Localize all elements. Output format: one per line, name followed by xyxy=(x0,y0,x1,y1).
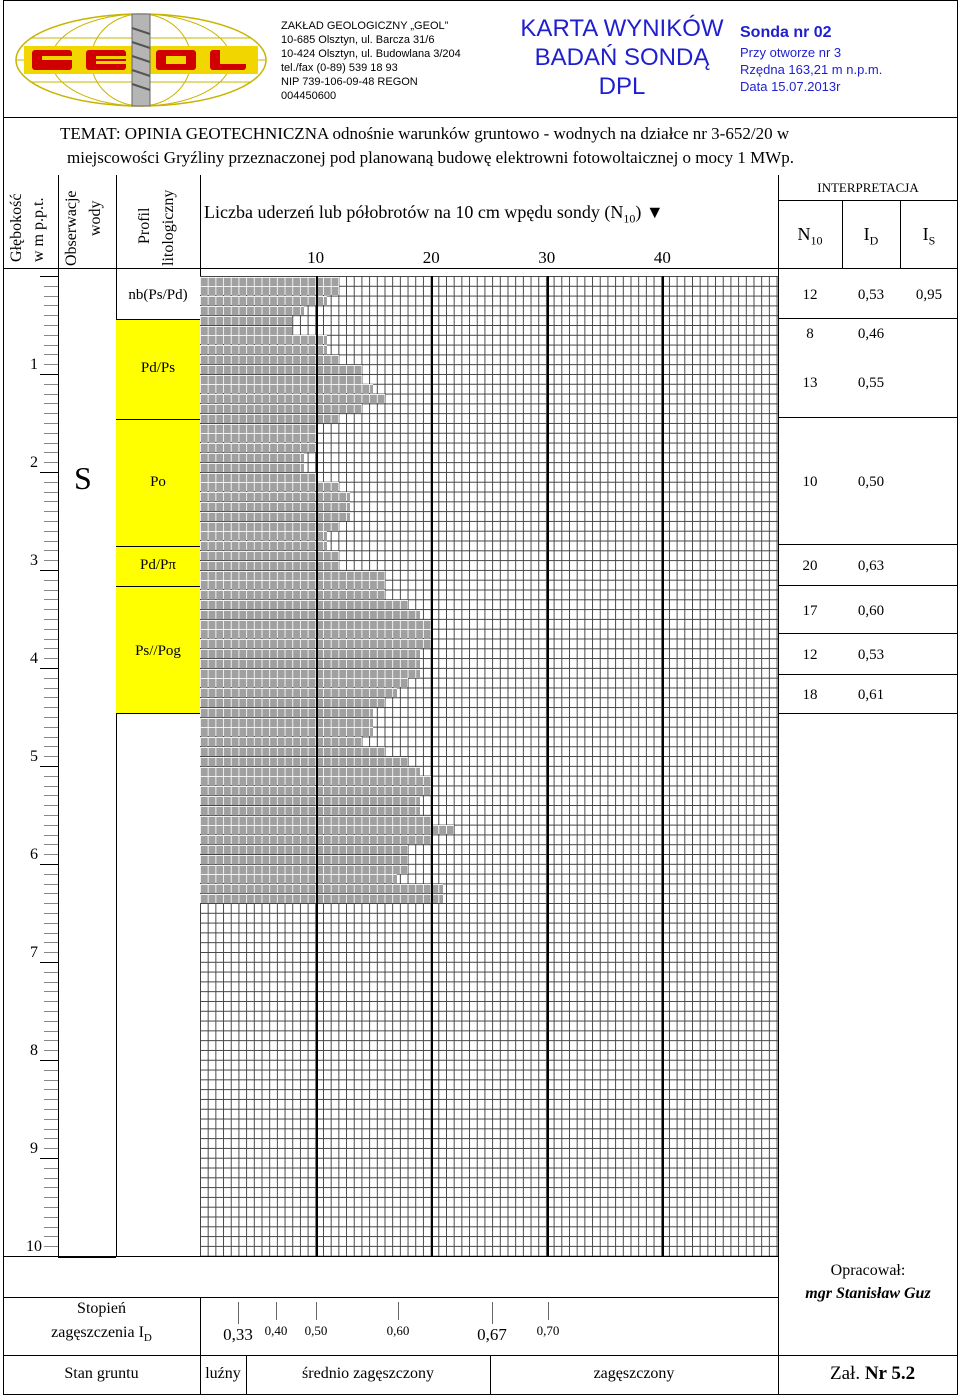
water-observation-symbol: S xyxy=(74,460,92,496)
company-address-1: 10-685 Olsztyn, ul. Barcza 31/6 xyxy=(281,34,435,46)
penetration-bar xyxy=(200,747,385,756)
penetration-bar xyxy=(200,806,420,815)
penetration-bar xyxy=(200,345,327,354)
penetration-bar xyxy=(200,865,408,874)
depth-tick xyxy=(40,864,58,865)
penetration-bar xyxy=(200,502,350,511)
down-triangle-icon: ▼ xyxy=(645,202,664,222)
penetration-bar xyxy=(200,512,350,521)
depth-tick-label: 6 xyxy=(30,846,38,863)
compaction-label-text: zagęszczenia I xyxy=(51,1324,144,1341)
interp-id-value: 0,53 xyxy=(857,647,885,663)
penetration-bar xyxy=(200,825,454,834)
penetration-bar xyxy=(200,286,339,295)
depth-tick xyxy=(44,335,58,336)
is-header xyxy=(900,224,958,249)
interp-id-value: 0,46 xyxy=(857,326,885,342)
compaction-label-line-2 xyxy=(3,1324,200,1344)
penetration-bar xyxy=(200,874,397,883)
depth-tick xyxy=(40,472,58,473)
depth-tick xyxy=(44,982,58,983)
sonda-elevation: Rzędna 163,21 m n.p.m. xyxy=(740,62,883,77)
profile-header-line-2: litologiczny xyxy=(160,189,177,266)
author-label: Opracował: xyxy=(830,1262,906,1279)
company-phone: tel./fax (0-89) 539 18 93 xyxy=(281,62,398,74)
interpretation-header: INTERPRETACJA xyxy=(817,180,919,195)
depth-tick xyxy=(44,991,58,992)
is-header-text: I xyxy=(922,224,929,244)
depth-tick xyxy=(44,1070,58,1071)
depth-tick xyxy=(44,835,58,836)
n10-header-text: N xyxy=(797,224,811,244)
depth-tick xyxy=(40,570,58,571)
compaction-value: 0,33 xyxy=(223,1325,253,1344)
penetration-bar xyxy=(200,375,362,384)
company-regon: 004450600 xyxy=(281,90,337,102)
depth-tick xyxy=(44,805,58,806)
depth-tick xyxy=(44,492,58,493)
company-logo xyxy=(10,8,272,112)
depth-header-line-1: Głębokość xyxy=(8,193,25,262)
interp-n10-value: 13 xyxy=(802,375,818,391)
penetration-bar xyxy=(200,492,350,501)
interp-n10-value: 8 xyxy=(806,326,814,342)
penetration-bar xyxy=(200,718,373,727)
header-bottom-line xyxy=(3,117,958,118)
depth-tick xyxy=(44,580,58,581)
depth-tick xyxy=(44,1207,58,1208)
chart-bottom-line xyxy=(3,1256,778,1257)
depth-header-line-2: w m p.p.t. xyxy=(30,197,47,262)
compaction-label-line-1: Stopień xyxy=(77,1300,126,1317)
sonda-number: Sonda nr 02 xyxy=(740,24,832,41)
author-name: mgr Stanisław Guz xyxy=(805,1285,931,1302)
state-loose: luźny xyxy=(205,1365,241,1382)
depth-tick-label: 3 xyxy=(30,552,38,569)
depth-tick xyxy=(44,609,58,610)
penetration-bar xyxy=(200,737,362,746)
layer-label-pd-ppi: Pd/Pπ xyxy=(140,557,176,573)
company-address-2: 10-424 Olsztyn, ul. Budowlana 3/204 xyxy=(281,48,461,60)
interp-id-value: 0,60 xyxy=(857,603,885,619)
depth-tick xyxy=(40,668,58,669)
interp-id-value: 0,55 xyxy=(857,375,885,391)
id-header-subscript: D xyxy=(869,233,879,248)
interp-row-line xyxy=(778,713,958,714)
penetration-bar xyxy=(200,796,420,805)
depth-tick xyxy=(44,717,58,718)
sonda-date: Data 15.07.2013r xyxy=(740,79,841,94)
depth-tick xyxy=(44,727,58,728)
id-header xyxy=(842,224,900,249)
penetration-bar xyxy=(200,590,385,599)
attachment-number xyxy=(830,1363,915,1385)
interp-row-line xyxy=(778,633,958,634)
depth-tick xyxy=(44,1168,58,1169)
penetration-bar xyxy=(200,688,397,697)
interp-n10-value: 10 xyxy=(802,474,818,490)
depth-tick xyxy=(44,296,58,297)
depth-tick xyxy=(44,972,58,973)
major-grid-line xyxy=(662,276,664,1256)
depth-tick-label: 8 xyxy=(30,1042,38,1059)
depth-tick xyxy=(40,374,58,375)
penetration-bar xyxy=(200,531,327,540)
attachment-prefix: Zał. xyxy=(830,1363,865,1384)
depth-tick xyxy=(44,825,58,826)
penetration-bar xyxy=(200,473,316,482)
profile-header-line-1: Profil xyxy=(136,207,153,244)
penetration-bar xyxy=(200,316,292,325)
interp-row-line xyxy=(778,585,958,586)
penetration-bar xyxy=(200,404,362,413)
penetration-bar xyxy=(200,894,443,903)
depth-tick xyxy=(44,1021,58,1022)
depth-tick xyxy=(44,1001,58,1002)
column-header-bottom-line xyxy=(3,268,958,269)
company-nip: NIP 739-106-09-48 REGON xyxy=(281,76,418,88)
depth-tick xyxy=(44,1129,58,1130)
interp-row-line xyxy=(778,417,958,418)
penetration-bar xyxy=(200,365,362,374)
depth-tick xyxy=(44,1187,58,1188)
depth-tick xyxy=(44,501,58,502)
interp-is-value: 0,95 xyxy=(915,287,943,303)
interp-row-line xyxy=(778,674,958,675)
penetration-bar xyxy=(200,355,339,364)
penetration-bar xyxy=(200,433,316,442)
penetration-bar xyxy=(200,453,304,462)
footer-attachment-divider xyxy=(778,1355,779,1395)
depth-tick xyxy=(44,893,58,894)
sonda-location: Przy otworze nr 3 xyxy=(740,45,842,60)
penetration-bar xyxy=(200,335,327,344)
penetration-bar xyxy=(200,884,443,893)
penetration-bar xyxy=(200,541,327,550)
depth-tick-label: 7 xyxy=(30,944,38,961)
n10-header xyxy=(778,224,842,249)
interp-row-line xyxy=(778,318,958,319)
depth-tick xyxy=(44,933,58,934)
title-line-3: DPL xyxy=(598,73,646,100)
interpretation-header-line xyxy=(778,200,958,201)
water-header-line-1: Obserwacje xyxy=(63,190,80,266)
penetration-bar xyxy=(200,424,316,433)
depth-tick xyxy=(44,1119,58,1120)
company-name: ZAKŁAD GEOLOGICZNY „GEOL” xyxy=(281,20,449,32)
penetration-bar xyxy=(200,767,420,776)
depth-tick xyxy=(44,541,58,542)
depth-tick xyxy=(44,1031,58,1032)
interp-n10-value: 20 xyxy=(802,558,818,574)
compaction-value: 0,70 xyxy=(536,1323,560,1338)
layer-label-ps-pog: Ps//Pog xyxy=(135,643,181,659)
penetration-bar xyxy=(200,698,385,707)
depth-tick-label: 1 xyxy=(30,356,38,373)
penetration-bar xyxy=(200,561,339,570)
compaction-tick xyxy=(276,1302,277,1320)
depth-tick xyxy=(44,737,58,738)
penetration-bar xyxy=(200,610,420,619)
depth-tick xyxy=(44,629,58,630)
depth-tick xyxy=(40,766,58,767)
penetration-bar xyxy=(200,306,304,315)
depth-tick xyxy=(44,345,58,346)
depth-tick xyxy=(44,707,58,708)
depth-tick xyxy=(44,384,58,385)
compaction-tick xyxy=(398,1302,399,1320)
depth-axis-bottom-line xyxy=(58,1256,116,1258)
penetration-bar xyxy=(200,757,408,766)
chart-title-subscript: 10 xyxy=(623,211,636,226)
depth-tick xyxy=(40,1060,58,1061)
penetration-bar xyxy=(200,855,408,864)
depth-tick-label: 5 xyxy=(30,748,38,765)
depth-tick xyxy=(44,482,58,483)
depth-tick xyxy=(44,590,58,591)
depth-tick xyxy=(44,795,58,796)
depth-tick xyxy=(44,1089,58,1090)
depth-tick-label: 10 xyxy=(26,1238,42,1255)
compaction-value: 0,67 xyxy=(477,1325,507,1344)
depth-tick xyxy=(40,276,58,277)
interp-id-value: 0,50 xyxy=(857,474,885,490)
penetration-bar xyxy=(200,845,408,854)
depth-tick xyxy=(40,962,58,963)
interp-n10-value: 12 xyxy=(802,647,818,663)
depth-tick xyxy=(44,394,58,395)
depth-tick xyxy=(44,776,58,777)
depth-tick xyxy=(44,903,58,904)
x-tick-label: 30 xyxy=(538,248,556,267)
depth-tick xyxy=(44,443,58,444)
penetration-bar xyxy=(200,649,420,658)
compaction-tick xyxy=(238,1302,239,1324)
penetration-bar xyxy=(200,678,408,687)
is-header-subscript: S xyxy=(928,233,936,248)
compaction-value: 0,40 xyxy=(264,1323,288,1338)
interp-id-value: 0,53 xyxy=(857,287,885,303)
state-dense: zagęszczony xyxy=(593,1365,675,1382)
depth-tick xyxy=(44,678,58,679)
penetration-bar xyxy=(200,571,385,580)
layer-label-nb: nb(Ps/Pd) xyxy=(128,287,188,303)
depth-tick xyxy=(44,884,58,885)
footer-mid-line xyxy=(3,1297,778,1298)
penetration-bar xyxy=(200,522,339,531)
penetration-bar xyxy=(200,463,304,472)
x-tick-label: 20 xyxy=(422,248,440,267)
chart-title xyxy=(204,202,664,227)
compaction-value: 0,60 xyxy=(386,1323,410,1338)
depth-tick xyxy=(44,521,58,522)
penetration-bar xyxy=(200,443,316,452)
penetration-bar xyxy=(200,296,327,305)
penetration-bar xyxy=(200,414,339,423)
penetration-bar xyxy=(200,659,420,668)
title-line-2: BADAŃ SONDĄ xyxy=(534,44,710,71)
depth-tick xyxy=(44,403,58,404)
id-header-text: I xyxy=(863,224,870,244)
major-grid-line xyxy=(316,276,318,1256)
x-tick-label: 10 xyxy=(307,248,325,267)
depth-tick xyxy=(44,1080,58,1081)
depth-tick xyxy=(44,531,58,532)
interp-n10-value: 17 xyxy=(802,603,818,619)
penetration-bar xyxy=(200,727,373,736)
interp-row-line xyxy=(778,544,958,545)
depth-tick xyxy=(44,1011,58,1012)
depth-tick xyxy=(44,688,58,689)
penetration-bar xyxy=(200,394,385,403)
depth-tick xyxy=(44,599,58,600)
major-grid-line xyxy=(547,276,549,1256)
depth-tick xyxy=(44,1109,58,1110)
penetration-bar xyxy=(200,551,339,560)
depth-tick xyxy=(44,1217,58,1218)
attachment-value: Nr 5.2 xyxy=(864,1363,916,1384)
penetration-bar xyxy=(200,669,420,678)
n10-header-subscript: 10 xyxy=(810,233,823,248)
depth-tick xyxy=(44,511,58,512)
state-label: Stan gruntu xyxy=(64,1365,139,1382)
chart-title-close: ) xyxy=(635,202,642,222)
compaction-value: 0,50 xyxy=(304,1323,328,1338)
depth-tick xyxy=(44,786,58,787)
depth-tick xyxy=(44,433,58,434)
state-medium-dense: średnio zagęszczony xyxy=(302,1365,434,1382)
depth-tick xyxy=(44,315,58,316)
depth-tick xyxy=(44,1178,58,1179)
depth-tick xyxy=(44,815,58,816)
layer-label-pd-ps: Pd/Ps xyxy=(140,360,176,376)
depth-tick-label: 9 xyxy=(30,1140,38,1157)
penetration-bar xyxy=(200,482,339,491)
depth-tick xyxy=(44,874,58,875)
depth-tick xyxy=(44,1099,58,1100)
depth-tick xyxy=(44,413,58,414)
penetration-bar xyxy=(200,600,408,609)
compaction-label-subscript: D xyxy=(143,1332,152,1345)
penetration-bar xyxy=(200,277,339,286)
topic-line-1: TEMAT: OPINIA GEOTECHNICZNA odnośnie warunków gruntowo - wodnych na działce nr 3-652/20 w xyxy=(60,124,790,143)
depth-tick-label: 2 xyxy=(30,454,38,471)
depth-tick xyxy=(44,286,58,287)
depth-tick xyxy=(44,305,58,306)
penetration-bar xyxy=(200,326,292,335)
interp-n10-value: 12 xyxy=(802,287,818,303)
depth-column-divider xyxy=(58,175,59,1257)
compaction-tick xyxy=(548,1302,549,1320)
penetration-bar xyxy=(200,384,373,393)
depth-tick xyxy=(44,423,58,424)
depth-tick xyxy=(44,923,58,924)
depth-tick xyxy=(44,1227,58,1228)
compaction-tick xyxy=(316,1302,317,1320)
interp-id-value: 0,61 xyxy=(857,687,885,703)
title-line-1: KARTA WYNIKÓW xyxy=(520,15,724,42)
footer-state-line xyxy=(3,1355,958,1356)
major-grid-line xyxy=(431,276,433,1256)
layer-label-po: Po xyxy=(150,474,166,490)
penetration-bar xyxy=(200,580,385,589)
compaction-tick xyxy=(492,1302,493,1324)
x-tick-label: 40 xyxy=(653,248,671,267)
depth-tick xyxy=(40,1158,58,1159)
depth-tick xyxy=(44,639,58,640)
topic-line-2: miejscowości Gryźliny przeznaczonej pod planowaną budowę elektrowni fotowoltaicznej o mocy 1 MWp. xyxy=(67,148,794,167)
penetration-bar xyxy=(200,708,373,717)
interp-id-value: 0,63 xyxy=(857,558,885,574)
depth-tick xyxy=(44,1197,58,1198)
water-header-line-2: wody xyxy=(87,200,104,236)
chart-title-text: Liczba uderzeń lub półobrotów na 10 cm wpędu sondy (N xyxy=(204,202,624,222)
interp-n10-value: 18 xyxy=(802,687,818,703)
depth-tick xyxy=(44,697,58,698)
depth-tick-label: 4 xyxy=(30,650,38,667)
depth-tick xyxy=(44,619,58,620)
depth-tick xyxy=(44,325,58,326)
depth-tick xyxy=(44,913,58,914)
